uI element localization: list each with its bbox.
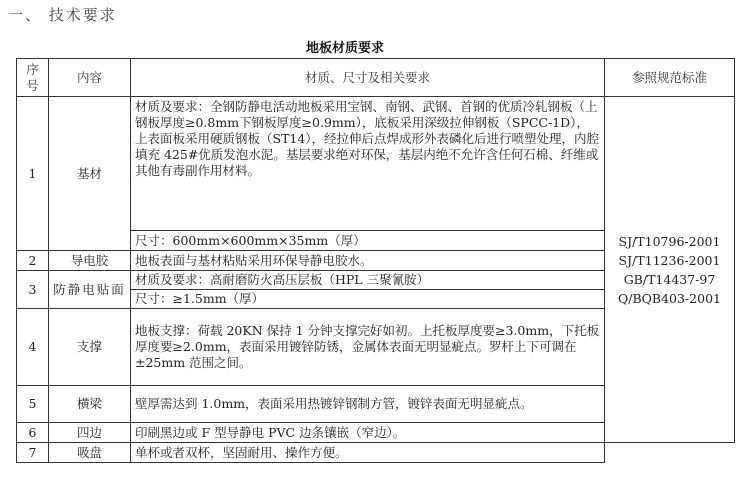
header-standards: 参照规范标准 xyxy=(605,59,735,97)
row-no: 3 xyxy=(17,271,49,309)
row-requirement: 尺寸：600mm×600mm×35mm（厚） xyxy=(131,231,605,251)
standard-item: SJ/T10796-2001 xyxy=(618,233,721,249)
header-requirements: 材质、尺寸及相关要求 xyxy=(131,59,605,97)
row-no: 1 xyxy=(17,97,49,251)
row-no: 7 xyxy=(17,443,49,463)
table-row xyxy=(17,97,735,231)
table-row xyxy=(17,443,735,463)
row-content: 基材 xyxy=(49,97,131,251)
row-requirement: 印刷黑边或 F 型导静电 PVC 边条镶嵌（窄边）。 xyxy=(131,423,605,443)
header-no: 序号 xyxy=(17,59,49,97)
row-content: 横梁 xyxy=(49,386,131,423)
row-requirement: 壁厚需达到 1.0mm，表面采用热镀锌钢制方管，镀锌表面无明显疵点。 xyxy=(131,386,605,423)
standards-cell xyxy=(605,97,735,443)
row-requirement: 单杯或者双杯，坚固耐用、操作方便。 xyxy=(131,443,605,463)
row-content: 防静电贴面 xyxy=(49,271,131,309)
row-no: 6 xyxy=(17,423,49,443)
section-heading: 一、 技术要求 xyxy=(8,6,117,24)
header-content: 内容 xyxy=(49,59,131,97)
row-no: 2 xyxy=(17,251,49,271)
table-title: 地板材质要求 xyxy=(305,41,384,56)
row-no: 4 xyxy=(17,309,49,386)
standard-item: GB/T14437-97 xyxy=(623,271,716,287)
row-requirement: 地板表面与基材粘贴采用环保导静电胶水。 xyxy=(131,251,605,271)
material-requirements-table xyxy=(16,58,735,463)
row-requirement: 材质及要求：高耐磨防火高压层板（HPL 三聚氰胺） xyxy=(131,271,605,290)
row-content: 导电胶 xyxy=(49,251,131,271)
standard-item: SJ/T11236-2001 xyxy=(618,252,721,268)
row-requirement: 地板支撑：荷载 20KN 保持 1 分钟支撑完好如初。上托板厚度要≥3.0mm，下托板厚度要≥2.0mm，表面采用镀锌防锈，金属体表面无明显疵点。罗杆上下可调在±25mm 范围之间。 xyxy=(131,309,605,386)
standard-item: Q/BQB403-2001 xyxy=(618,290,721,306)
row-content: 四边 xyxy=(49,423,131,443)
row-no: 5 xyxy=(17,386,49,423)
row-content: 支撑 xyxy=(49,309,131,386)
table-header-row xyxy=(17,59,735,97)
row-content: 吸盘 xyxy=(49,443,131,463)
row-requirement: 材质及要求：全钢防静电活动地板采用宝钢、南钢、武钢、首钢的优质冷轧钢板（上钢板厚度≥0.8mm下钢板厚度≥0.9mm），底板采用深级拉伸钢板（SPCC-1D），上表面板采用硬质钢板（ST14），经拉伸后点焊成形外表磷化后进行喷塑处理，内腔填充 425#优质发泡水泥。基层要求绝对环保，基层内绝不允许含任何石棉、纤维或其他有毒副作用材料。 xyxy=(131,97,605,231)
row-requirement: 尺寸：≥1.5mm（厚） xyxy=(131,290,605,309)
